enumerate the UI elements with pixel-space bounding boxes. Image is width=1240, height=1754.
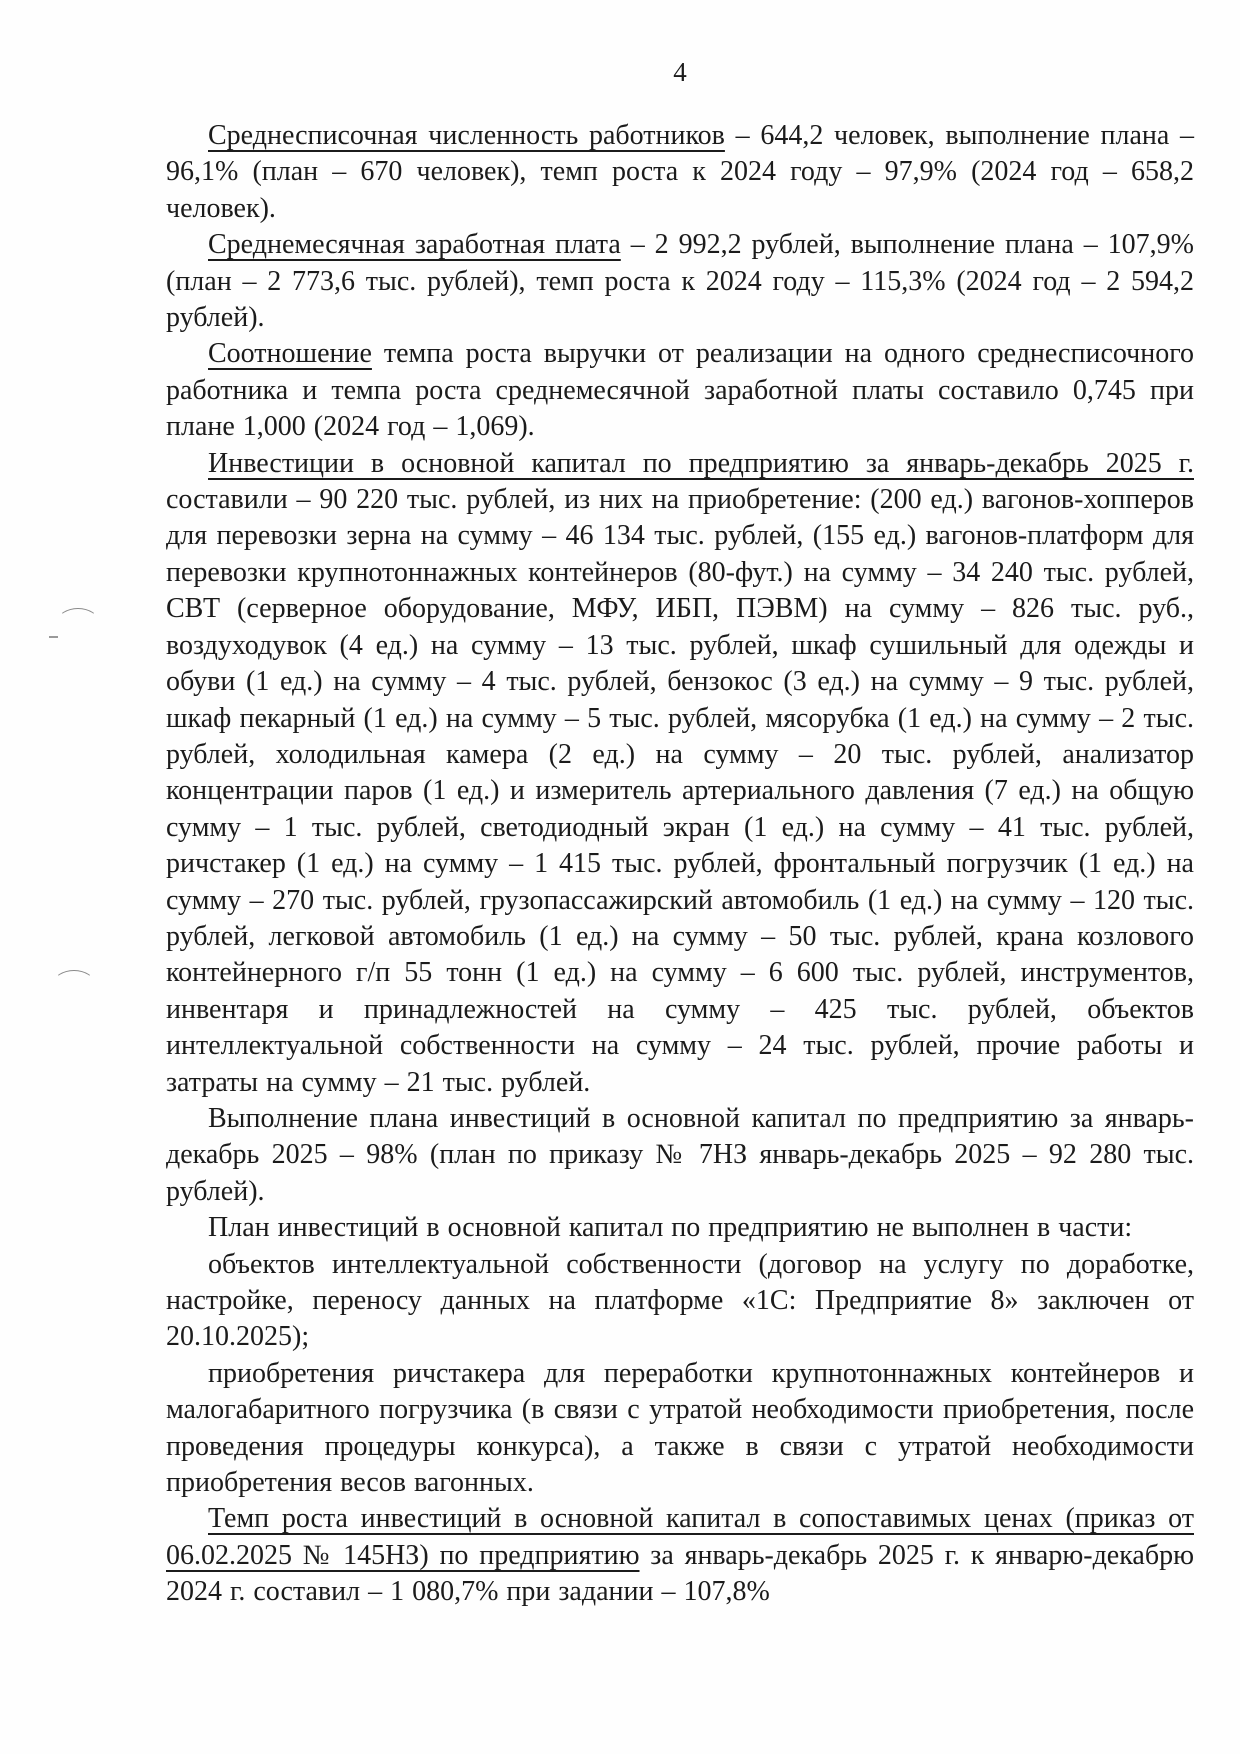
paragraph-ratio bbox=[166, 336, 1194, 445]
underlined-text: Темп роста инвестиций в основной капитал в сопоставимых ценах (приказ от 06.02.2025 № 145НЗ) по предприятию bbox=[166, 1503, 1194, 1571]
document-body bbox=[166, 118, 1194, 1611]
page-number: 4 bbox=[673, 57, 687, 87]
paragraph-text: составили – 90 220 тыс. рублей, из них на приобретение: (200 ед.) вагонов-хопперов для перевозки зерна на сумму – 46 134 тыс. рублей, (155 ед.) вагонов-платформ для перевозки крупнотоннажных контейнеров (80-фут.) на сумму – 34 240 тыс. рублей, СВТ (серверное оборудование, МФУ, ИБП, ПЭВМ) на сумму – 826 тыс. руб., воздуходувок (4 ед.) на сумму – 13 тыс. рублей, шкаф сушильный для одежды и обуви (1 ед.) на сумму – 4 тыс. рублей, бензокос (3 ед.) на сумму – 9 тыс. рублей, шкаф пекарный (1 ед.) на сумму – 5 тыс. рублей, мясорубка (1 ед.) на сумму – 2 тыс. рублей, холодильная камера (2 ед.) на сумму – 20 тыс. рублей, анализатор концентрации паров (1 ед.) и измеритель артериального давления (7 ед.) на общую сумму – 1 тыс. рублей, светодиодный экран (1 ед.) на сумму – 41 тыс. рублей, ричстакер (1 ед.) на сумму – 1 415 тыс. рублей, фронтальный погрузчик (1 ед.) на сумму – 270 тыс. рублей, грузопассажирский автомобиль (1 ед.) на сумму – 120 тыс. рублей, легковой автомобиль (1 ед.) на сумму – 50 тыс. рублей, крана козлового контейнерного г/п 55 тонн (1 ед.) на сумму – 6 600 тыс. рублей, инструментов, инвентаря и принадлежностей на сумму – 425 тыс. рублей, объектов интеллектуальной собственности на сумму – 24 тыс. рублей, прочие работы и затраты на сумму – 21 тыс. рублей. bbox=[166, 484, 1194, 1098]
scan-artifact-arc bbox=[57, 608, 99, 636]
paragraph-text: Выполнение плана инвестиций в основной капитал по предприятию за январь-декабрь 2025 – 98% (план по приказу № 7НЗ январь-декабрь 2025 – 92 280 тыс. рублей). bbox=[166, 1102, 1194, 1207]
paragraph-text: объектов интеллектуальной собственности (договор на услугу по доработке, настройке, переносу данных на платформе «1С: Предприятие 8» заключен от 20.10.2025); bbox=[166, 1248, 1194, 1353]
paragraph-text: – 644,2 человек, выполнение плана – 96,1% (план – 670 человек), темп роста к 2024 году – 97,9% (2024 год – 658,2 человек). bbox=[166, 120, 1195, 224]
paragraph-salary bbox=[166, 227, 1194, 336]
scan-artifact-arc bbox=[53, 970, 95, 998]
paragraph-text: за январь-декабрь 2025 г. к январю-декабрю 2024 г. составил – 1 080,7% при задании – 107,8% bbox=[166, 1539, 1195, 1608]
paragraph-growth-rate bbox=[166, 1501, 1194, 1610]
paragraph-text: приобретения ричстакера для переработки крупнотоннажных контейнеров и малогабаритного погрузчика (в связи с утратой необходимости приобретения, после проведения процедуры конкурса), а также в связи с утратой необходимости приобретения весов вагонных. bbox=[166, 1357, 1194, 1499]
paragraph-text: План инвестиций в основной капитал по предприятию не выполнен в части: bbox=[208, 1212, 1133, 1244]
paragraph-intellectual-property bbox=[166, 1247, 1194, 1356]
paragraph-headcount bbox=[166, 118, 1194, 227]
paragraph-investments bbox=[166, 446, 1194, 1101]
paragraph-text: темпа роста выручки от реализации на одного среднесписочного работника и темпа роста среднемесячной заработной платы составило 0,745 при плане 1,000 (2024 год – 1,069). bbox=[166, 338, 1194, 443]
scan-artifact-dash bbox=[49, 636, 58, 638]
paragraph-plan-not-fulfilled bbox=[166, 1210, 1194, 1246]
underlined-text: Среднемесячная заработная плата bbox=[208, 229, 621, 261]
paragraph-reachstacker bbox=[166, 1356, 1194, 1502]
underlined-text: Среднесписочная численность работников bbox=[208, 120, 725, 151]
underlined-text: Инвестиции в основной капитал по предприятию за январь-декабрь 2025 г. bbox=[208, 447, 1194, 479]
underlined-text: Соотношение bbox=[208, 338, 372, 370]
paragraph-text: – 2 992,2 рублей, выполнение плана – 107,9% (план – 2 773,6 тыс. рублей), темп роста к 2024 году – 115,3% (2024 год – 2 594,2 рублей). bbox=[166, 229, 1195, 334]
paragraph-plan-execution bbox=[166, 1101, 1194, 1210]
